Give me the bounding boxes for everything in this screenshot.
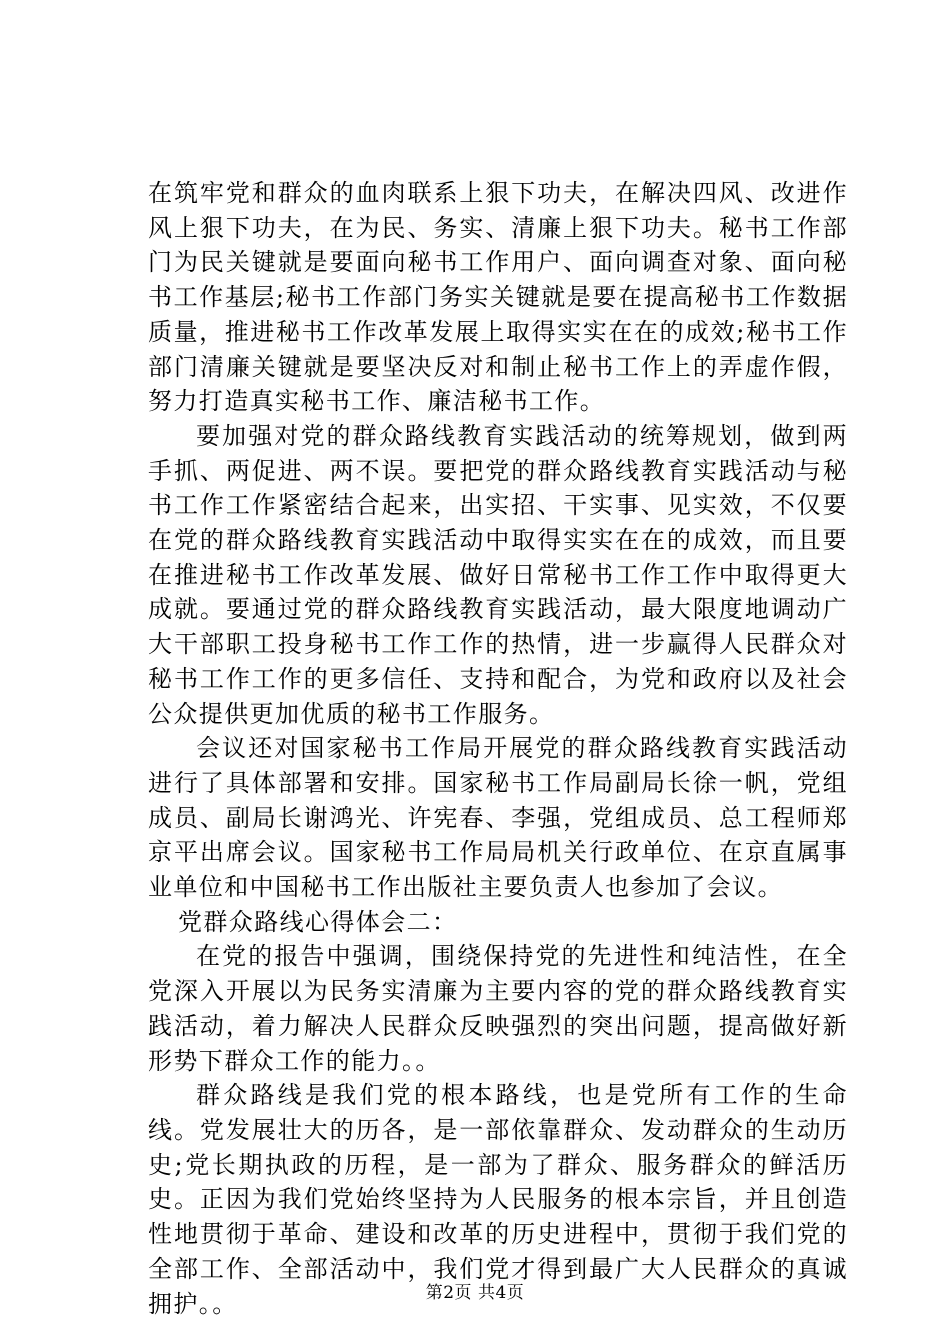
paragraph-1: 在筑牢党和群众的血肉联系上狠下功夫，在解决四风、改进作风上狠下功夫，在为民、务实、清廉上狠下功夫。秘书工作部门为民关键就是要面向秘书工作用户、面向调查对象、面向秘书工作基层;秘书工作部门务实关键就是要在提高秘书工作数据质量，推进秘书工作改革发展上取得实实在在的成效;秘书工作部门清廉关键就是要坚决反对和制止秘书工作上的弄虚作假，努力打造真实秘书工作、廉洁秘书工作。 [148,179,848,416]
paragraph-3: 会议还对国家秘书工作局开展党的群众路线教育实践活动进行了具体部署和安排。国家秘书工作局副局长徐一帆，党组成员、副局长谢鸿光、许宪春、李强，党组成员、总工程师郑京平出席会议。国家秘书工作局局机关行政单位、在京直属事业单位和中国秘书工作出版社主要负责人也参加了会议。 [148,734,848,902]
section-heading: 党群众路线心得体会二： [178,907,458,936]
document-body [148,176,848,1321]
page-footer: 第2页 共4页 [425,1283,525,1303]
paragraph-5: 群众路线是我们党的根本路线，也是党所有工作的生命线。党发展壮大的历各，是一部依靠群众、发动群众的生动历史;党长期执政的历程，是一部为了群众、服务群众的鲜活历史。正因为我们党始终坚持为人民服务的根本宗旨，并且创造性地贯彻于革命、建设和改革的历史进程中，贯彻于我们党的全部工作、全部活动中，我们党才得到最广大人民群众的真诚拥护。。 [148,1081,848,1318]
paragraph-2: 要加强对党的群众路线教育实践活动的统筹规划，做到两手抓、两促进、两不误。要把党的群众路线教育实践活动与秘书工作工作紧密结合起来，出实招、干实事、见实效，不仅要在党的群众路线教育实践活动中取得实实在在的成效，而且要在推进秘书工作改革发展、做好日常秘书工作工作中取得更大成就。要通过党的群众路线教育实践活动，最大限度地调动广大干部职工投身秘书工作工作的热情，进一步赢得人民群众对秘书工作工作的更多信任、支持和配合，为党和政府以及社会公众提供更加优质的秘书工作服务。 [148,421,848,728]
paragraph-4: 在党的报告中强调，围绕保持党的先进性和纯洁性，在全党深入开展以为民务实清廉为主要内容的党的群众路线教育实践活动，着力解决人民群众反映强烈的突出问题，提高做好新形势下群众工作的能力。。 [148,942,848,1075]
